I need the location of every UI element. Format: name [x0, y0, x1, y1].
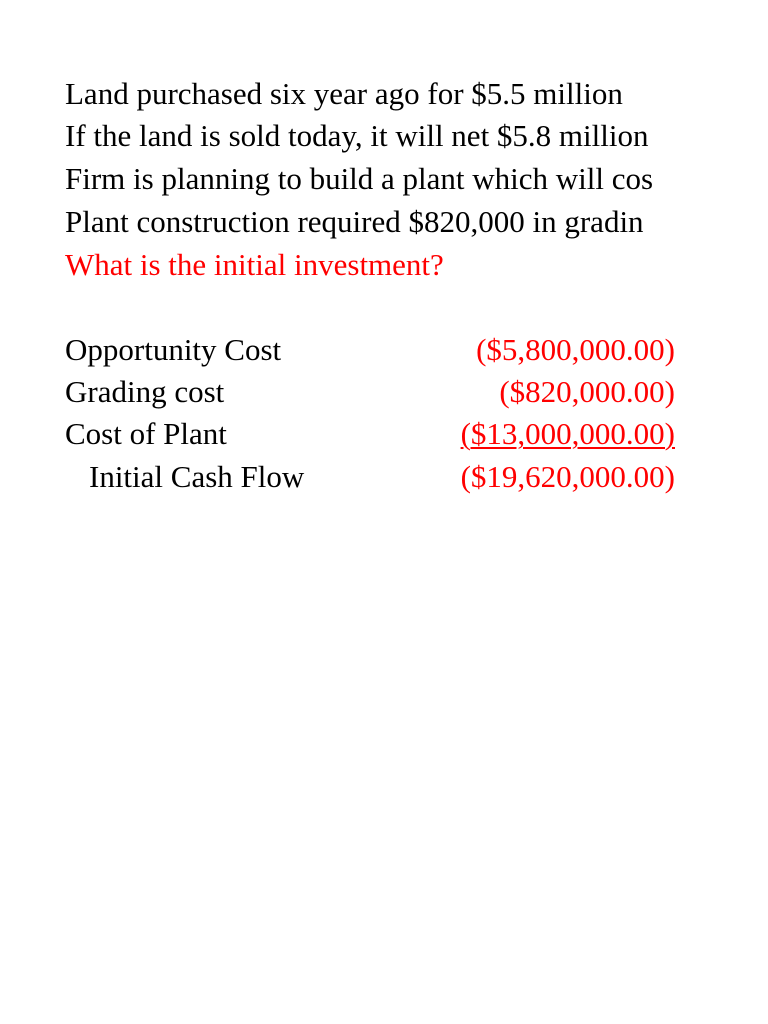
opportunity-cost-value: ($5,800,000.00): [476, 332, 675, 367]
grading-cost-value: ($820,000.00): [499, 374, 675, 409]
initial-cash-flow-value: ($19,620,000.00): [460, 459, 675, 494]
problem-line-1: Land purchased six year ago for $5.5 million: [65, 76, 623, 111]
problem-line-2: If the land is sold today, it will net $5.8 million: [65, 118, 649, 153]
opportunity-cost-label: Opportunity Cost: [65, 332, 282, 367]
initial-cash-flow-label: Initial Cash Flow: [89, 459, 305, 494]
cost-of-plant-value: ($13,000,000.00): [460, 416, 675, 451]
grading-cost-label: Grading cost: [65, 374, 225, 409]
cost-of-plant-label: Cost of Plant: [65, 416, 227, 451]
question-line: What is the initial investment?: [65, 247, 444, 282]
problem-line-3: Firm is planning to build a plant which will cos: [65, 161, 654, 196]
problem-line-4: Plant construction required $820,000 in gradin: [65, 204, 644, 239]
